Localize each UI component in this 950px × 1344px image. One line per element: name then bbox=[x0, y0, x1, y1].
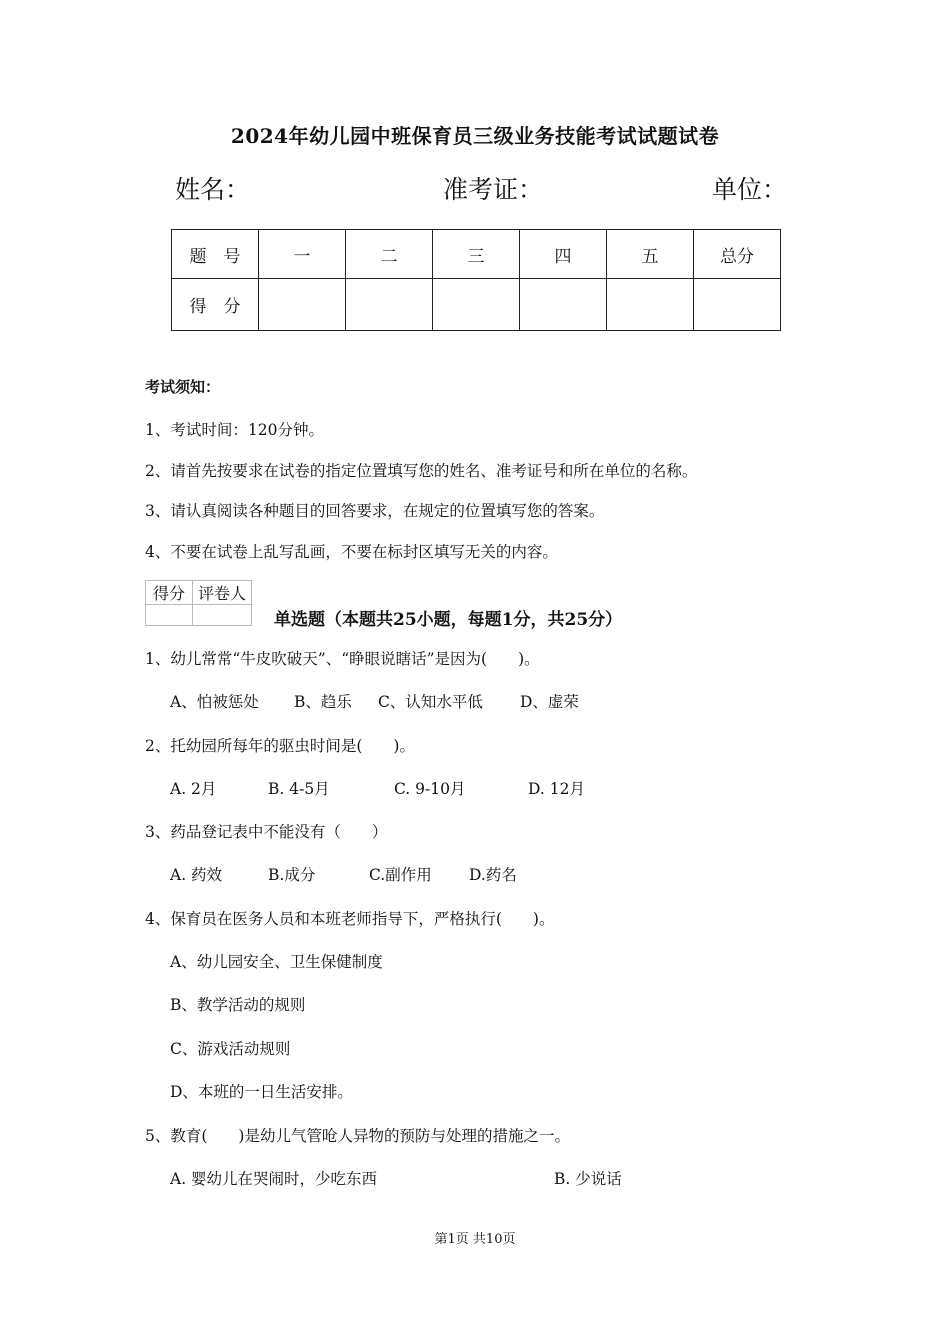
score-table-header-cell: 五 bbox=[607, 230, 694, 279]
notice-item: 1、考试时间：120分钟。 bbox=[145, 421, 324, 439]
section-title: 单选题（本题共25小题，每题1分，共25分） bbox=[274, 610, 623, 630]
name-field-label: 姓名： bbox=[175, 175, 251, 204]
notice-item: 4、不要在试卷上乱写乱画，不要在标封区填写无关的内容。 bbox=[145, 543, 558, 561]
score-table-header-cell: 总分 bbox=[694, 230, 781, 279]
score-cell bbox=[259, 279, 346, 331]
notice-item: 3、请认真阅读各种题目的回答要求，在规定的位置填写您的答案。 bbox=[145, 502, 605, 520]
page-title: 2024年幼儿园中班保育员三级业务技能考试试题试卷 bbox=[230, 124, 720, 148]
grader-name-label: 评卷人 bbox=[193, 581, 252, 605]
score-cell bbox=[694, 279, 781, 331]
exam-id-field-label: 准考证： bbox=[443, 175, 544, 204]
unit-field-label: 单位： bbox=[712, 175, 788, 204]
option: B、教学活动的规则 bbox=[170, 996, 306, 1014]
option: D.药名 bbox=[469, 866, 517, 884]
score-table-header-cell: 四 bbox=[520, 230, 607, 279]
option: B. 4-5月 bbox=[268, 780, 330, 798]
score-table-header-cell: 三 bbox=[433, 230, 520, 279]
score-table bbox=[171, 229, 781, 331]
score-cell bbox=[607, 279, 694, 331]
option: C、游戏活动规则 bbox=[170, 1040, 291, 1058]
score-table-score-row bbox=[172, 279, 781, 331]
grader-score-cell bbox=[146, 605, 193, 626]
option: C.副作用 bbox=[369, 866, 432, 884]
page-footer: 第1页 共10页 bbox=[434, 1232, 516, 1247]
notice-heading: 考试须知： bbox=[145, 378, 221, 396]
option: B、趋乐 bbox=[294, 693, 352, 711]
score-cell bbox=[433, 279, 520, 331]
option: D、虚荣 bbox=[520, 693, 579, 711]
option: A、幼儿园安全、卫生保健制度 bbox=[170, 953, 383, 971]
score-table-header-cell: 一 bbox=[259, 230, 346, 279]
grader-name-cell bbox=[193, 605, 252, 626]
option: B.成分 bbox=[268, 866, 316, 884]
option: A、怕被惩处 bbox=[170, 693, 259, 711]
option: A. 药效 bbox=[170, 866, 223, 884]
question-text: 5、教育( )是幼儿气管呛人异物的预防与处理的措施之一。 bbox=[145, 1127, 570, 1145]
option: D. 12月 bbox=[528, 780, 585, 798]
option: A. 婴幼儿在哭闹时，少吃东西 bbox=[170, 1170, 378, 1188]
score-cell bbox=[520, 279, 607, 331]
option: B. 少说话 bbox=[554, 1170, 622, 1188]
notice-item: 2、请首先按要求在试卷的指定位置填写您的姓名、准考证号和所在单位的名称。 bbox=[145, 462, 698, 480]
grader-score-label: 得分 bbox=[146, 581, 193, 605]
option: C、认知水平低 bbox=[378, 693, 483, 711]
question-text: 1、幼儿常常“牛皮吹破天”、“睁眼说瞎话”是因为( )。 bbox=[145, 650, 540, 668]
option: C. 9-10月 bbox=[394, 780, 466, 798]
option: A. 2月 bbox=[170, 780, 217, 798]
question-text: 3、药品登记表中不能没有（ ） bbox=[145, 823, 388, 841]
score-table-header-row bbox=[172, 230, 781, 279]
score-cell bbox=[346, 279, 433, 331]
option: D、本班的一日生活安排。 bbox=[170, 1083, 353, 1101]
question-text: 4、保育员在医务人员和本班老师指导下，严格执行( )。 bbox=[145, 910, 555, 928]
score-table-header-cell: 二 bbox=[346, 230, 433, 279]
score-row-label: 得 分 bbox=[172, 279, 259, 331]
score-table-header-cell: 题 号 bbox=[172, 230, 259, 279]
grader-box bbox=[145, 580, 252, 626]
question-text: 2、托幼园所每年的驱虫时间是( )。 bbox=[145, 737, 415, 755]
